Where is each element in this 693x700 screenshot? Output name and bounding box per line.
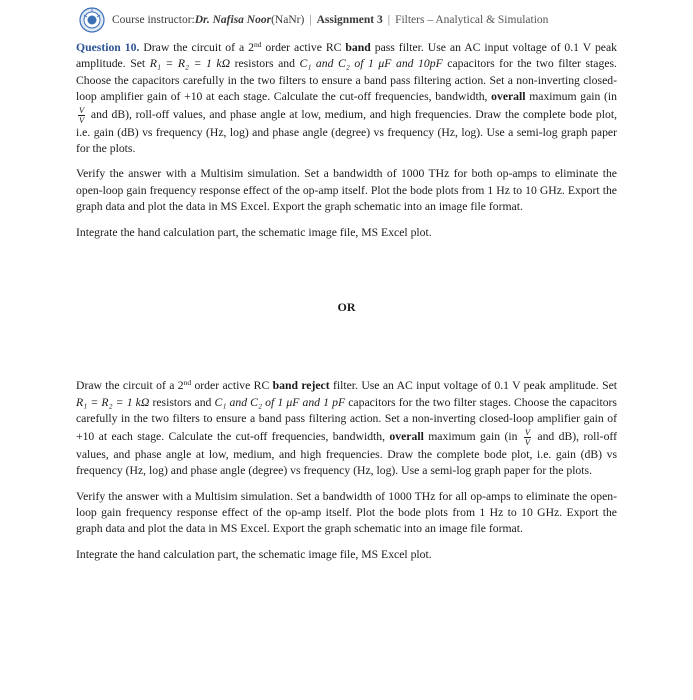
text-run: order active RC	[191, 379, 273, 393]
band-reject-integrate: Integrate the hand calculation part, the schematic image file, MS Excel plot.	[76, 547, 432, 561]
fraction-numerator: V	[524, 426, 531, 437]
text-run: and dB), roll-off values, and phase angle at low, medium, and high frequencies. Draw the complete bode plot, i.e. gain (dB) vs frequency (Hz, log) and phase angle (degree) vs frequency (Hz, log). Use a semi-log graph paper for the plots.	[76, 429, 617, 478]
math-capacitors: C₁ and C₂ of 1 μF and 1 pF	[214, 395, 346, 409]
text-run: maximum gain (in	[525, 90, 618, 104]
emphasis-band: band	[345, 41, 371, 54]
header-separator: |	[309, 14, 312, 26]
text-run: and dB), roll-off values, and phase angle at low, medium, and high frequencies. Draw the complete bode plot, i.e. gain (dB) vs frequency (Hz, log) and phase angle (degree) vs frequency (Hz, log). Use a semi-log graph paper for the plots.	[76, 107, 617, 156]
math-resistors: R₁ = R₂ = 1 kΩ	[149, 57, 231, 71]
instructor-name: Dr. Nafisa Noor	[194, 14, 272, 26]
header-topic: Filters – Analytical & Simulation	[395, 14, 549, 26]
fraction-v-over-v	[524, 428, 531, 447]
or-divider: OR	[337, 300, 356, 315]
fraction-v-over-v	[78, 106, 85, 125]
fraction-denominator: V	[524, 436, 531, 447]
text-run: resistors and	[230, 57, 300, 71]
band-reject-verify: Verify the answer with a Multisim simulation. Set a bandwidth of 1000 THz for all op-amps to eliminate the open-loop gain frequency response effect of the op-amp itself. Plot the bode plots from 1 Hz to 10 GHz. Export the graph data and plot the data in MS Excel. Export the graph schematic into an image file format.	[76, 489, 617, 536]
question-10-integrate: Integrate the hand calculation part, the schematic image file, MS Excel plot.	[76, 225, 432, 239]
header-prefix: Course instructor:	[112, 14, 195, 26]
text-run: Draw the circuit of a 2	[76, 379, 184, 393]
text-run: resistors and	[149, 395, 215, 409]
text-run: filter. Use an AC input voltage of 0.1 V peak amplitude. Set	[329, 379, 618, 393]
superscript: nd	[183, 378, 192, 388]
question-10-prompt	[76, 37, 617, 157]
math-resistors: R₁ = R₂ = 1 kΩ	[76, 395, 150, 409]
instructor-suffix: (NaNr)	[271, 14, 305, 26]
question-10-verify: Verify the answer with a Multisim simulation. Set a bandwidth of 1000 THz for both op-amps to eliminate the open-loop gain frequency response effect of the op-amp itself. Plot the bode plots from 1 Hz to 10 GHz. Export the graph data and plot the data in MS Excel. Export the graph schematic into an image file format.	[76, 167, 617, 214]
emphasis-band-reject: band reject	[272, 379, 330, 393]
header-separator: |	[387, 14, 391, 26]
university-logo-icon	[79, 7, 105, 33]
emphasis-overall: overall	[491, 90, 526, 104]
band-reject-prompt	[76, 375, 617, 479]
document-body	[76, 37, 617, 572]
text-run: Draw the circuit of a 2	[139, 41, 254, 54]
math-capacitors: C₁ and C₂ of 1 μF and 10pF	[299, 57, 443, 71]
fraction-denominator: V	[79, 114, 85, 125]
text-run: maximum gain (in	[423, 429, 522, 443]
fraction-numerator: V	[79, 104, 85, 115]
assignment-title: Assignment 3	[316, 14, 383, 26]
page-header	[79, 6, 639, 34]
superscript: nd	[253, 40, 262, 49]
text-run: order active RC	[261, 41, 346, 54]
text-run: capacitors for the two filter stages. Choose the capacitors carefully in the two filters to ensure a band pass filtering action. Set a non-inverting closed-loop amplifier gain of +10 at each stage. Calculate the cut-off frequencies, bandwidth,	[76, 57, 617, 104]
text-run: pass filter. Use an AC input voltage of 0.1 V peak amplitude. Set	[76, 41, 618, 71]
emphasis-overall: overall	[389, 429, 424, 443]
text-run: capacitors for the two filter stages. Choose the capacitors carefully in the two filters to ensure a band pass filtering action. Set a non-inverting closed-loop amplifier gain of +10 at each stage. Calculate the cut-off frequencies, bandwidth,	[76, 395, 617, 443]
question-label: Question 10.	[76, 41, 140, 54]
